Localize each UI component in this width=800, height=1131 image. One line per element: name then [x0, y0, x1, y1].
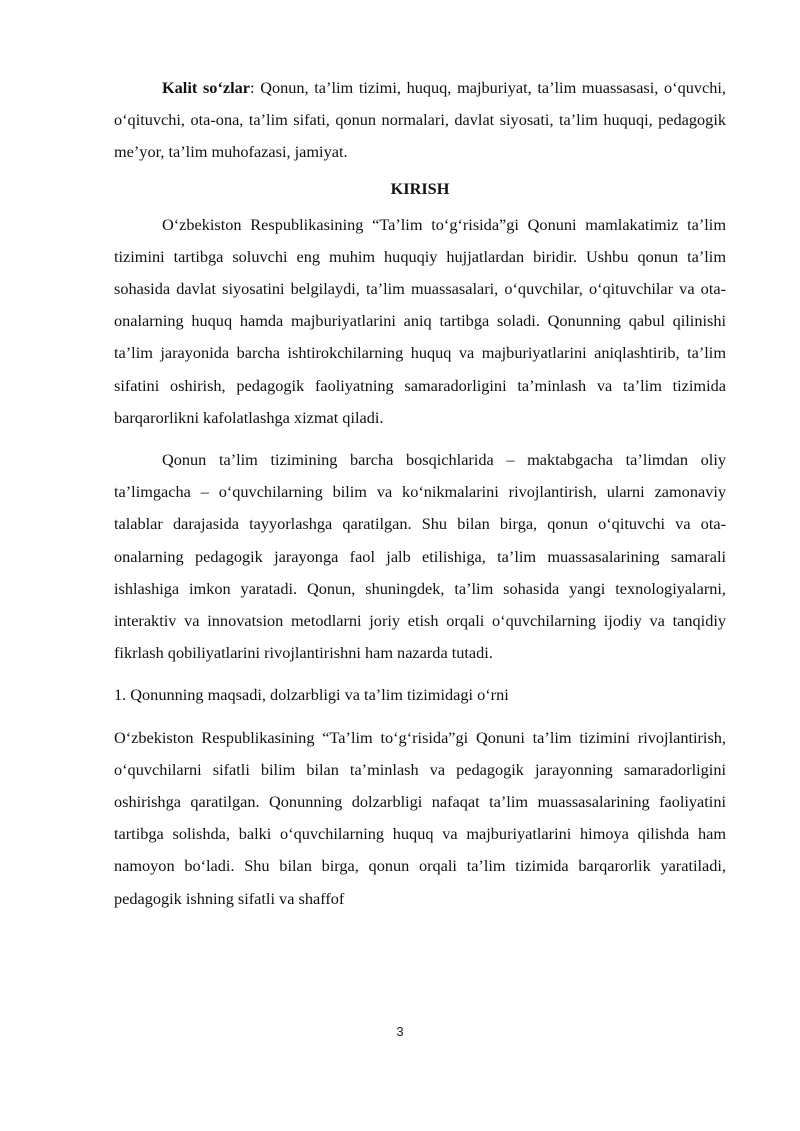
- page-number: 3: [396, 1024, 404, 1039]
- intro-paragraph-1: O‘zbekiston Respublikasining “Ta’lim to‘g‘risida”gi Qonuni mamlakatimiz ta’lim tizimini tartibga soluvchi eng muhim huquqiy hujjatlardan biridir. Ushbu qonun ta’lim sohasida davlat siyosatini belgilaydi, ta’lim muassasalari, o‘quvchilar, o‘qituvchilar va ota-onalarning huquq hamda majburiyatlarini aniq tartibga soladi. Qonunning qabul qilinishi ta’lim jarayonida barcha ishtirokchilarning huquq va majburiyatlarini aniqlashtirib, ta’lim sifatini oshirish, pedagogik faoliyatning samaradorligini ta’minlash va ta’lim tizimida barqarorlikni kafolatlashga xizmat qiladi.: [114, 214, 726, 427]
- section-1-title: 1. Qonunning maqsadi, dolzarbligi va ta’lim tizimidagi o‘rni: [114, 685, 509, 705]
- paragraph-gap: [114, 434, 726, 444]
- page-content: [114, 72, 726, 915]
- paragraph-gap: [114, 712, 726, 722]
- keywords-paragraph: [114, 72, 726, 169]
- keywords-text: : Qonun, ta’lim tizimi, huquq, majburiyat, ta’lim muassasasi, o‘quvchi, o‘qituvchi, ota-ona, ta’lim sifati, qonun normalari, davlat siyosati, ta’lim huquqi, pedagogik me’yor, ta’lim muhofazasi, jamiyat.: [114, 78, 726, 162]
- section-1-paragraph-1: O‘zbekiston Respublikasining “Ta’lim to‘g‘risida”gi Qonuni ta’lim tizimini rivojlantirish, o‘quvchilarni sifatli bilim bilan ta’minlash va pedagogik jarayonning samaradorligini oshirishga qaratilgan. Qonunning dolzarbligi nafaqat ta’lim muassasalarining faoliyatini tartibga solishda, balki o‘quvchilarning huquq va majburiyatlarini himoya qilishda ham namoyon bo‘ladi. Shu bilan birga, qonun orqali ta’lim tizimida barqarorlik yaratiladi, pedagogik ishning sifatli va shaffof: [114, 727, 726, 908]
- paragraph-gap: [114, 669, 726, 679]
- intro-paragraph-2: Qonun ta’lim tizimining barcha bosqichlarida – maktabgacha ta’limdan oliy ta’limgacha – o‘quvchilarning bilim va ko‘nikmalarini rivojlantirish, ularni zamonaviy talablar darajasida tayyorlashga qaratilgan. Shu bilan birga, qonun o‘qituvchi va ota-onalarning pedagogik jarayonga faol jalb etilishiga, ta’lim muassasalarining samarali ishlashiga imkon yaratadi. Qonun, shuningdek, ta’lim sohasida yangi texnologiyalarni, interaktiv va innovatsion metodlarni joriy etish orqali o‘quvchilarning ijodiy va tanqidiy fikrlash qobiliyatlarini rivojlantirishni ham nazarda tutadi.: [114, 450, 726, 663]
- intro-heading: KIRISH: [390, 178, 450, 198]
- keywords-label: Kalit so‘zlar: [162, 78, 250, 97]
